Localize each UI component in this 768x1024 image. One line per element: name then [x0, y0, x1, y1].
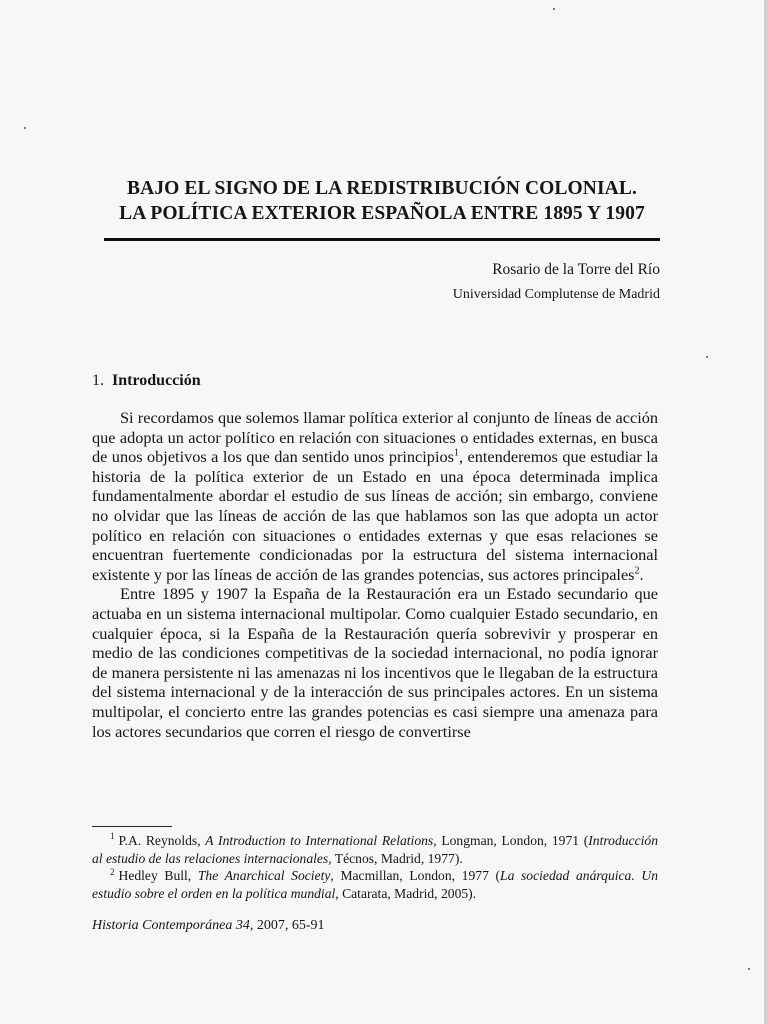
journal-details: 2007, 65-91: [253, 918, 325, 933]
footnotes: [92, 832, 658, 902]
footnote-text: , Técnos, Madrid, 1977).: [328, 850, 463, 866]
paragraph-2: Entre 1895 y 1907 la España de la Restauración era un Estado secundario que actuaba en un sistema internacional multipolar. Como cualquier Estado secundario, en cualquier época, si la España de la Restauración quería sobrevivir y prosperar en medio de las condiciones competitivas de la sociedad internacional, no podía ignorar de manera persistente ni las amenazas ni los incentivos que le llegaban de la estructura del sistema internacional y de la interacción de sus principales actores. En un sistema multipolar, el concierto entre las grandes potencias es casi siempre una amenaza para los actores secundarios que corren el riesgo de convertirse: [92, 584, 658, 741]
footnote-text: , Macmillan, London, 1977 (: [330, 868, 501, 884]
section-number: 1.: [92, 372, 104, 389]
author-name: Rosario de la Torre del Río: [492, 261, 660, 278]
paragraph-1: [92, 408, 658, 584]
page-edge: [764, 0, 768, 1024]
footnote-work-title: The Anarchical Society: [197, 868, 331, 884]
author-affiliation: Universidad Complutense de Madrid: [452, 287, 660, 302]
footnote-text: , Longman, London, 1971 (: [433, 833, 589, 848]
scan-speck: [24, 127, 26, 129]
paragraph-1-part-2: , entenderemos que estudiar la historia de la política exterior de un Estado en una época determinada implica fundamentalmente abordar el estudio de sus líneas de acción; sin embargo, conviene no olvidar que las líneas de acción de las que hablamos son las que adopta un actor político en relación con situaciones o entidades externas y que esas relaciones se encuentran fuertemente condicionadas por la estructura del sistema internacional existente y por las líneas de acción de las grandes potencias, sus actores principales: [92, 447, 658, 584]
scan-speck: [706, 356, 708, 358]
footnote: [92, 832, 658, 867]
footnote-work-title: Introducción al estudio de las relaciones internacionales: [92, 833, 658, 866]
footnote-rule: [92, 826, 172, 827]
footnote-number: 1: [110, 831, 115, 842]
section-title: Introducción: [112, 372, 201, 389]
scan-speck: [553, 8, 555, 10]
scan-speck: [748, 968, 750, 970]
footnote-work-title: La sociedad anárquica. Un estudio sobre el orden en la política mundial: [92, 868, 658, 901]
title-rule: [104, 238, 660, 241]
title-line-1: BAJO EL SIGNO DE LA REDISTRIBUCIÓN COLONIAL.: [127, 178, 637, 199]
paragraph-1-part-3: .: [639, 564, 644, 584]
footnote-number: 2: [110, 866, 115, 877]
footnote: [92, 867, 658, 902]
footnote-text: P.A. Reynolds,: [118, 833, 206, 848]
title-line-2: LA POLÍTICA EXTERIOR ESPAÑOLA ENTRE 1895 Y 1907: [119, 203, 645, 224]
journal-reference: [92, 918, 325, 934]
journal-name: Historia Contemporánea 34,: [92, 918, 254, 933]
footnote-ref-2: 2: [634, 565, 640, 577]
footnote-text: Hedley Bull,: [118, 868, 198, 884]
section-heading: [92, 372, 201, 390]
body-text: [92, 408, 658, 741]
footnote-work-title: A Introduction to International Relations: [205, 833, 434, 848]
article-title: [104, 176, 660, 226]
footnote-ref-1: 1: [453, 447, 459, 459]
paragraph-1-part-1: Si recordamos que solemos llamar política exterior al conjunto de líneas de acción que adopta un actor político en relación con situaciones o entidades externas, en busca de unos objetivos a los que dan sentido unos principios: [92, 408, 658, 467]
footnote-text: , Catarata, Madrid, 2005).: [335, 885, 477, 901]
